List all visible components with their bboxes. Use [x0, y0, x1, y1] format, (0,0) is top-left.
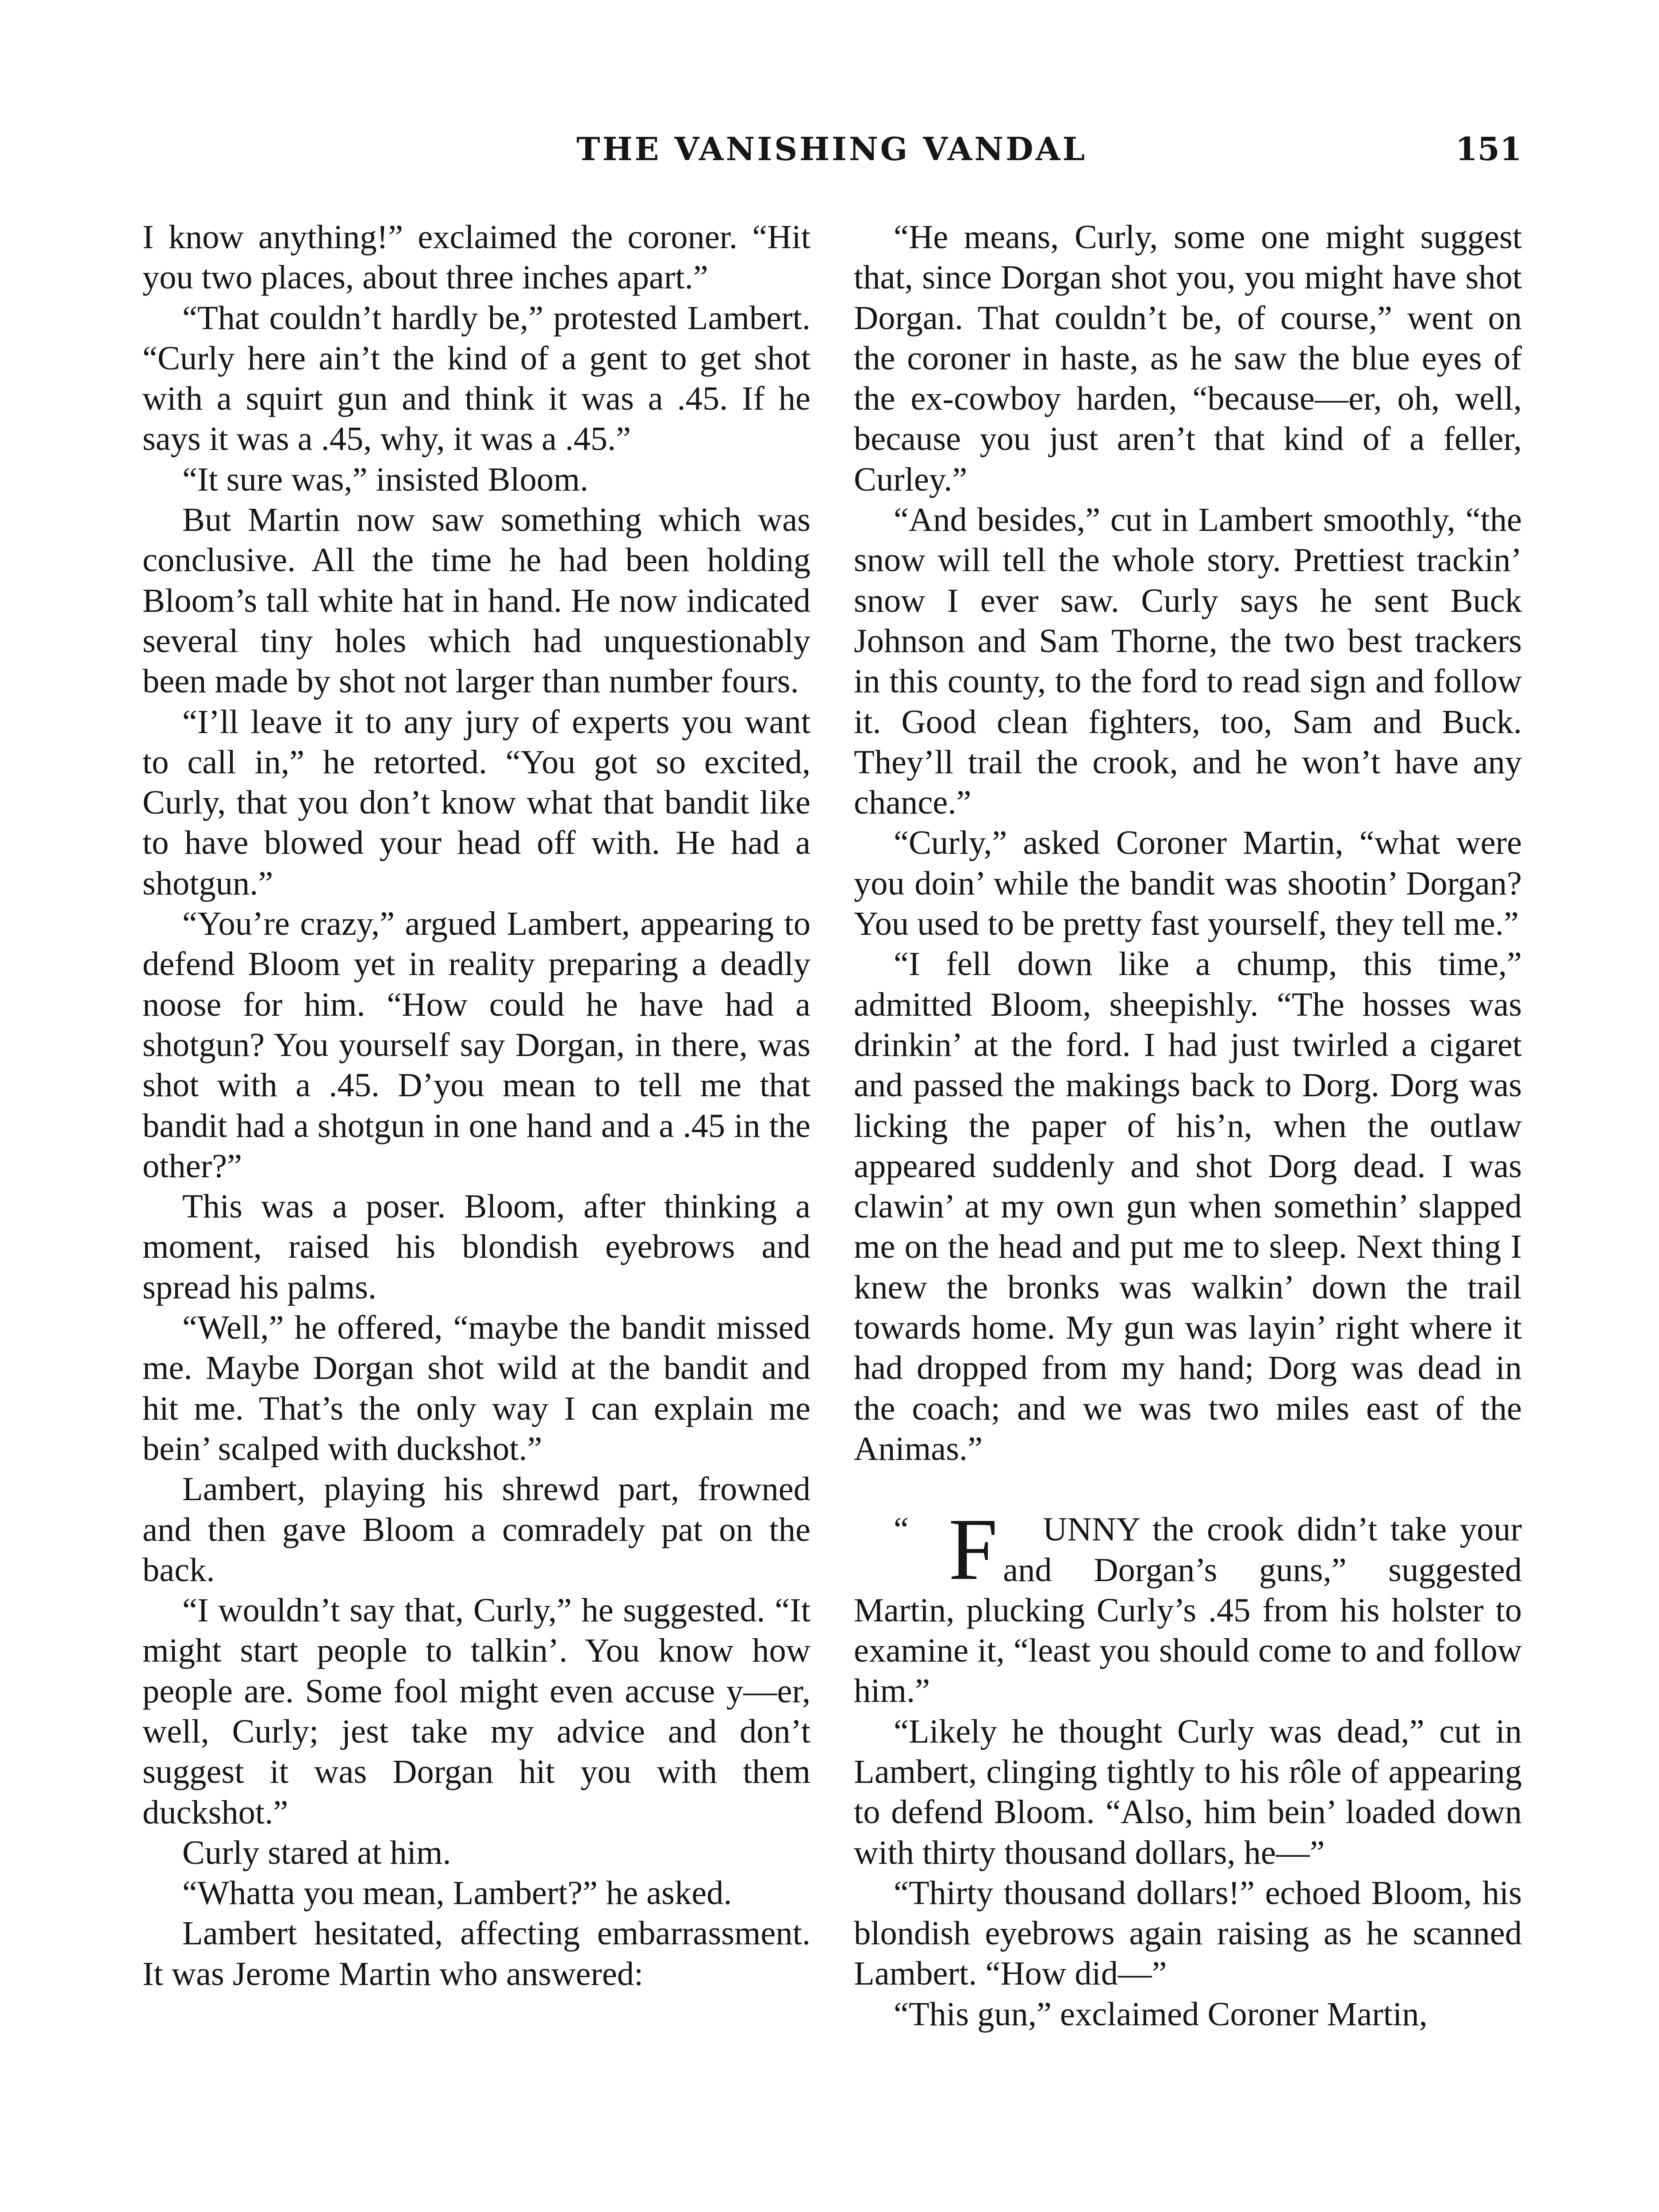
paragraph: “And besides,” cut in Lambert smoothly, “the snow will tell the whole story. Prettiest trackin’ snow I ever saw. Curly says he sent Buck Johnson and Sam Thorne, the two best trackers in this county, to the ford to read sign and follow it. Good clean fighters, too, Sam and Buck. They’ll trail the crook, and he won’t have any chance.” [854, 501, 1522, 822]
paragraph: “Curly,” asked Coroner Martin, “what were you doin’ while the bandit was shootin’ Dorgan? You used to be pretty fast yourself, they tell me.” [854, 824, 1522, 943]
paragraph: “This gun,” exclaimed Coroner Martin, [894, 1995, 1428, 2033]
page-header [142, 125, 1522, 173]
page-number: 151 [1455, 130, 1522, 168]
paragraph: “Well,” he offered, “maybe the bandit missed me. Maybe Dorgan shot wild at the bandit and hit me. That’s the only way I can explain me bein’ scalped with duckshot.” [142, 1309, 810, 1467]
paragraph: “I’ll leave it to any jury of experts you want to call in,” he retorted. “You got so excited, Curly, that you don’t know what that bandit like to have blowed your head off with. He had a shotgun.” [142, 703, 810, 902]
paragraph: “I wouldn’t say that, Curly,” he suggested. “It might start people to talkin’. You know how people are. Some fool might even accuse y—er, well, Curly; jest take my advice and don’t suggest it was Dorgan hit you with them duckshot.” [142, 1591, 810, 1831]
dropcap-paragraph [854, 1501, 1522, 1711]
paragraph: “He means, Curly, some one might suggest that, since Dorgan shot you, you might have shot Dorgan. That couldn’t be, of course,” went on the coroner in haste, as he saw the blue eyes of the ex-cowboy harden, “because—er, oh, well, because you just aren’t that kind of a feller, Curley.” [854, 218, 1522, 498]
left-column [142, 217, 810, 1994]
paragraph: “Whatta you mean, Lambert?” he asked. [182, 1874, 732, 1912]
paragraph: “Likely he thought Curly was dead,” cut in Lambert, clinging tightly to his rôle of appearing to defend Bloom. “Also, him bein’ loaded down with thirty thousand dollars, he—” [854, 1712, 1522, 1871]
paragraph: But Martin now saw something which was conclusive. All the time he had been holding Bloom’s tall white hat in hand. He now indicated several tiny holes which had unquestionably been made by shot not larger than number fours. [142, 501, 810, 700]
paragraph: I know anything!” exclaimed the coroner. “Hit you two places, about three inches apart.” [142, 218, 810, 296]
paragraph: This was a poser. Bloom, after thinking a moment, raised his blondish eyebrows and spread his palms. [142, 1187, 810, 1306]
paragraph: “You’re crazy,” argued Lambert, appearing to defend Bloom yet in reality preparing a deadly noose for him. “How could he have had a shotgun? You yourself say Dorgan, in there, was shot with a .45. D’you mean to tell me that bandit had a shotgun in one hand and a .45 in the other?” [142, 905, 810, 1185]
paragraph: “It sure was,” insisted Bloom. [182, 460, 588, 498]
paragraph: “I fell down like a chump, this time,” admitted Bloom, sheepishly. “The hosses was drinkin’ at the ford. I had just twirled a cigaret and passed the makings back to Dorg. Dorg was licking the paper of his’n, when the outlaw appeared suddenly and shot Dorg dead. I was clawin’ at my own gun when somethin’ slapped me on the head and put me to sleep. Next thing I knew the bronks was walkin’ down the trail towards home. My gun was layin’ right where it had dropped from my hand; Dorg was dead in the coach; and we was two miles east of the Animas.” [854, 945, 1522, 1467]
dropcap-paragraph-text: UNNY the crook didn’t take your and Dorgan’s guns,” suggested Martin, plucking Curly’s .45 from his holster to examine it, “least you should come to and follow him.” [854, 1510, 1522, 1710]
paragraph: Lambert, playing his shrewd part, frowned and then gave Bloom a comradely pat on the back. [142, 1470, 810, 1589]
right-column [854, 217, 1522, 2034]
paragraph: Curly stared at him. [182, 1833, 451, 1871]
paragraph: “That couldn’t hardly be,” protested Lambert. “Curly here ain’t the kind of a gent to get shot with a squirt gun and think it was a .45. If he says it was a .45, why, it was a .45.” [142, 299, 810, 458]
paragraph: Lambert hesitated, affecting embarrassment. It was Jerome Martin who answered: [142, 1914, 810, 1993]
drop-cap-letter: F [948, 1501, 998, 1599]
dropcap-open-quote: “ [894, 1510, 909, 1548]
paragraph: “Thirty thousand dollars!” echoed Bloom, his blondish eyebrows again raising as he scanned Lambert. “How did—” [854, 1874, 1522, 1993]
running-title: THE VANISHING VANDAL [576, 130, 1087, 168]
